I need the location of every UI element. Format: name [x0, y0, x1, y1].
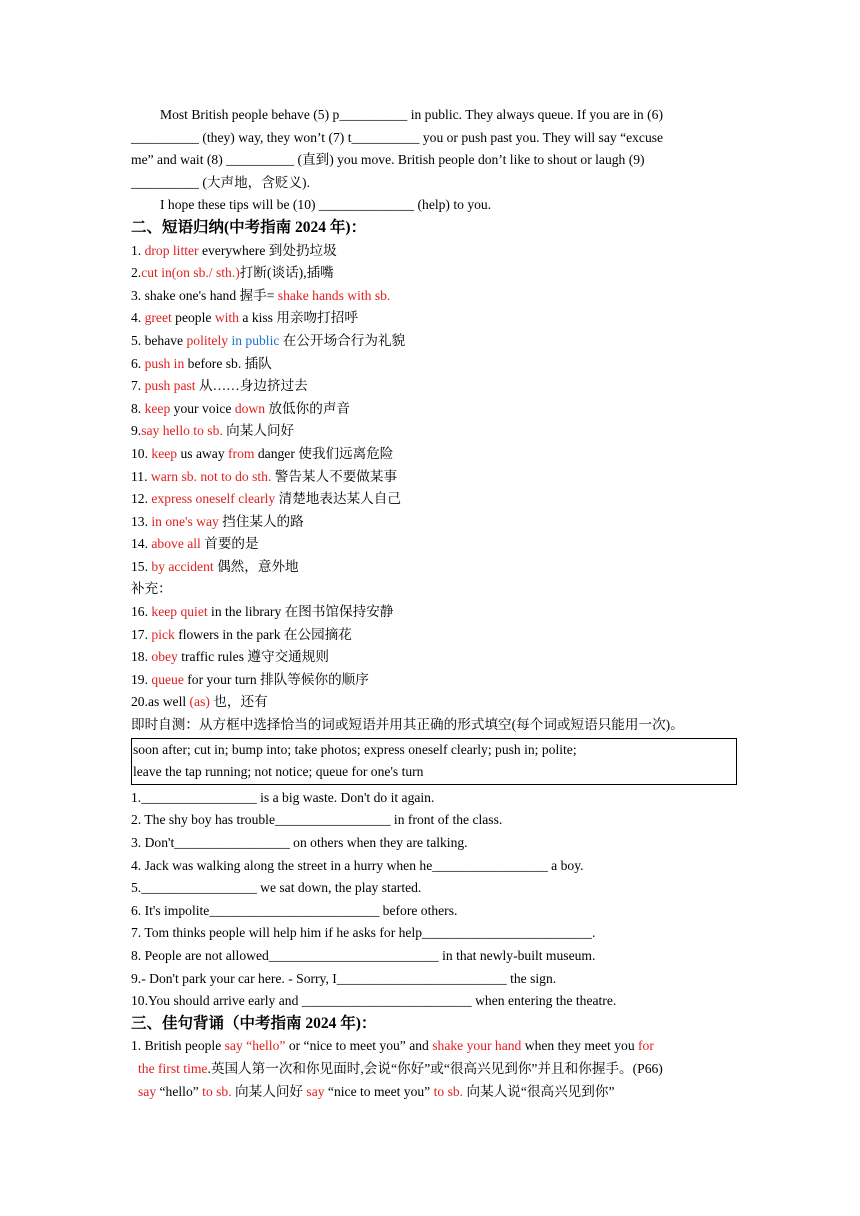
- phrase-item: [131, 443, 741, 466]
- plain-text: 警告某人不要做某事: [271, 468, 398, 484]
- highlighted-phrase: (as): [189, 694, 210, 710]
- passage-line-1: Most British people behave (5) p__________ in public. They always queue. If you are in (6): [160, 107, 663, 122]
- highlighted-phrase: say: [138, 1083, 157, 1099]
- plain-text: 12.: [131, 491, 152, 507]
- highlighted-phrase: keep: [144, 400, 171, 416]
- extra-phrase-list: [131, 601, 741, 714]
- plain-text: 5. behave: [131, 332, 187, 348]
- highlighted-phrase: say “hello”: [224, 1038, 286, 1054]
- quiz-question: 8. People are not allowed_________________________ in that newly-built museum.: [131, 947, 596, 963]
- highlighted-phrase: in public: [231, 332, 280, 348]
- quiz-question: 10.You should arrive early and _________________________ when entering the theatre.: [131, 993, 617, 1009]
- highlighted-phrase: keep: [151, 445, 178, 461]
- plain-text: 15.: [131, 558, 152, 574]
- plain-text: flowers in the park 在公园摘花: [174, 626, 352, 642]
- highlighted-phrase: express oneself clearly: [151, 491, 276, 507]
- plain-text: 向某人说“很高兴见到你”: [463, 1083, 615, 1099]
- plain-text: 7.: [131, 378, 145, 394]
- quiz-question: 2. The shy boy has trouble_________________ in front of the class.: [131, 812, 503, 828]
- plain-text: when they meet you: [521, 1038, 639, 1054]
- plain-text: traffic rules 遵守交通规则: [177, 649, 329, 665]
- phrase-item: [131, 601, 741, 624]
- plain-text: 19.: [131, 671, 152, 687]
- phrase-item: [131, 488, 741, 511]
- phrase-item: [131, 375, 741, 398]
- quiz-question: 5._________________ we sat down, the play started.: [131, 880, 422, 896]
- quiz-instruction: 即时自测：从方框中选择恰当的词或短语并用其正确的形式填空(每个词或短语只能用一次)。: [131, 717, 684, 733]
- sentence-line: [131, 1058, 741, 1081]
- question-list: [131, 787, 741, 1013]
- plain-text: “nice to meet you”: [324, 1083, 434, 1099]
- highlighted-phrase: politely: [186, 332, 229, 348]
- phrase-item: [131, 511, 741, 534]
- highlighted-phrase: drop litter: [144, 242, 199, 258]
- plain-text: for your turn 排队等候你的顺序: [183, 671, 369, 687]
- passage-line-3: me” and wait (8) __________ (直到) you move. British people don’t like to shout or laugh (9): [131, 152, 645, 168]
- phrase-item: [131, 624, 741, 647]
- plain-text: .英国人第一次和你见面时,会说“你好”或“很高兴见到你”并且和你握手。(P66): [207, 1060, 663, 1076]
- plain-text: 1.: [131, 242, 145, 258]
- highlighted-phrase: to sb.: [433, 1083, 464, 1099]
- highlighted-phrase: shake your hand: [432, 1038, 522, 1054]
- plain-text: 18.: [131, 649, 152, 665]
- plain-text: 也，还有: [209, 694, 268, 710]
- plain-text: 16.: [131, 604, 152, 620]
- plain-text: 打断(谈话),插嘴: [239, 265, 334, 281]
- plain-text: your voice: [170, 400, 235, 416]
- quiz-question: 9.- Don't park your car here. - Sorry, I_________________________ the sign.: [131, 970, 557, 986]
- sentence-line: [131, 1035, 741, 1058]
- phrase-item: [131, 646, 741, 669]
- plain-text: 4.: [131, 310, 145, 326]
- highlighted-phrase: push in: [144, 355, 185, 371]
- highlighted-phrase: down: [234, 400, 266, 416]
- highlighted-phrase: for: [638, 1038, 654, 1054]
- plain-text: 11.: [131, 468, 151, 484]
- phrase-item: [131, 330, 741, 353]
- phrase-item: [131, 556, 741, 579]
- plain-text: 向某人问好: [222, 423, 295, 439]
- plain-text: 3. shake one's hand 握手=: [131, 287, 278, 303]
- phrase-item: [131, 398, 741, 421]
- plain-text: 放低你的声音: [265, 400, 351, 416]
- quiz-question: 3. Don't_________________ on others when they are talking.: [131, 835, 468, 850]
- quiz-question: 4. Jack was walking along the street in a hurry when he_________________ a boy.: [131, 857, 584, 873]
- plain-text: 首要的是: [200, 536, 259, 552]
- highlighted-phrase: the first time: [138, 1060, 208, 1076]
- plain-text: 清楚地表达某人自己: [275, 491, 401, 507]
- highlighted-phrase: queue: [151, 671, 184, 687]
- quiz-question: 7. Tom thinks people will help him if he asks for help_________________________.: [131, 925, 596, 941]
- phrase-item: [131, 307, 741, 330]
- phrase-item: [131, 669, 741, 692]
- plain-text: us away: [177, 445, 229, 461]
- phrase-item: [131, 353, 741, 376]
- highlighted-phrase: to sb.: [202, 1083, 232, 1099]
- highlighted-phrase: push past: [144, 378, 196, 394]
- plain-text: 20.as well: [131, 694, 190, 710]
- plain-text: 17.: [131, 626, 152, 642]
- plain-text: or “nice to meet you” and: [285, 1038, 433, 1054]
- plain-text: before sb. 插队: [184, 355, 272, 371]
- highlighted-phrase: cut in(on sb./ sth.): [141, 265, 240, 281]
- highlighted-phrase: above all: [151, 536, 201, 552]
- plain-text: 从……身边挤过去: [195, 378, 308, 394]
- phrase-item: [131, 262, 741, 285]
- document-page: [131, 104, 741, 1103]
- sentence-list: [131, 1035, 741, 1103]
- highlighted-phrase: pick: [151, 626, 175, 642]
- word-box-line: leave the tap running; not notice; queue for one's turn: [133, 764, 424, 780]
- plain-text: danger 使我们远离危险: [254, 445, 394, 461]
- plain-text: 10.: [131, 445, 152, 461]
- plain-text: 9.: [131, 423, 142, 439]
- phrase-item: [131, 285, 741, 308]
- passage-line-5: I hope these tips will be (10) ______________ (help) to you.: [160, 197, 492, 213]
- quiz-question: 1._________________ is a big waste. Don't do it again.: [131, 789, 435, 805]
- plain-text: 13.: [131, 513, 152, 529]
- sentence-line: [131, 1081, 741, 1104]
- phrase-item: [131, 240, 741, 263]
- plain-text: everywhere 到处扔垃圾: [198, 242, 337, 258]
- highlighted-phrase: say: [306, 1083, 325, 1099]
- highlighted-phrase: in one's way: [151, 513, 219, 529]
- word-box-line: soon after; cut in; bump into; take photos; express oneself clearly; push in; polite;: [133, 741, 577, 757]
- phrase-item: [131, 466, 741, 489]
- plain-text: 6.: [131, 355, 145, 371]
- highlighted-phrase: say hello to sb.: [141, 423, 223, 439]
- plain-text: “hello”: [156, 1083, 203, 1099]
- plain-text: 1. British people: [131, 1038, 225, 1054]
- quiz-question: 6. It's impolite_________________________ before others.: [131, 902, 458, 918]
- plain-text: 14.: [131, 536, 152, 552]
- highlighted-phrase: from: [228, 445, 255, 461]
- highlighted-phrase: obey: [151, 649, 178, 665]
- passage-line-2: __________ (they) way, they won’t (7) t__________ you or push past you. They will say “excuse: [131, 129, 664, 145]
- plain-text: 挡住某人的路: [218, 513, 304, 529]
- phrase-item: [131, 420, 741, 443]
- supplement-label: 补充：: [131, 581, 172, 597]
- highlighted-phrase: with: [214, 310, 239, 326]
- plain-text: a kiss 用亲吻打招呼: [238, 310, 358, 326]
- plain-text: 2.: [131, 265, 142, 281]
- phrase-list: [131, 240, 741, 579]
- phrase-item: [131, 533, 741, 556]
- highlighted-phrase: shake hands with sb.: [277, 287, 391, 303]
- plain-text: 偶然，意外地: [213, 558, 299, 574]
- plain-text: 向某人问好: [231, 1083, 307, 1099]
- highlighted-phrase: warn sb. not to do sth.: [150, 468, 272, 484]
- section-three-heading: 三、佳句背诵（中考指南 2024 年)：: [131, 1014, 377, 1032]
- plain-text: people: [171, 310, 215, 326]
- plain-text: 8.: [131, 400, 145, 416]
- word-box: [131, 738, 737, 785]
- plain-text: 在公开场合行为礼貌: [279, 332, 406, 348]
- highlighted-phrase: greet: [144, 310, 172, 326]
- section-two-heading: 二、短语归纳(中考指南 2024 年)：: [131, 218, 367, 236]
- phrase-item: [131, 691, 741, 714]
- highlighted-phrase: by accident: [151, 558, 214, 574]
- highlighted-phrase: keep quiet: [151, 604, 208, 620]
- plain-text: in the library 在图书馆保持安静: [207, 604, 394, 620]
- passage-line-4: __________ (大声地，含贬义).: [131, 174, 310, 190]
